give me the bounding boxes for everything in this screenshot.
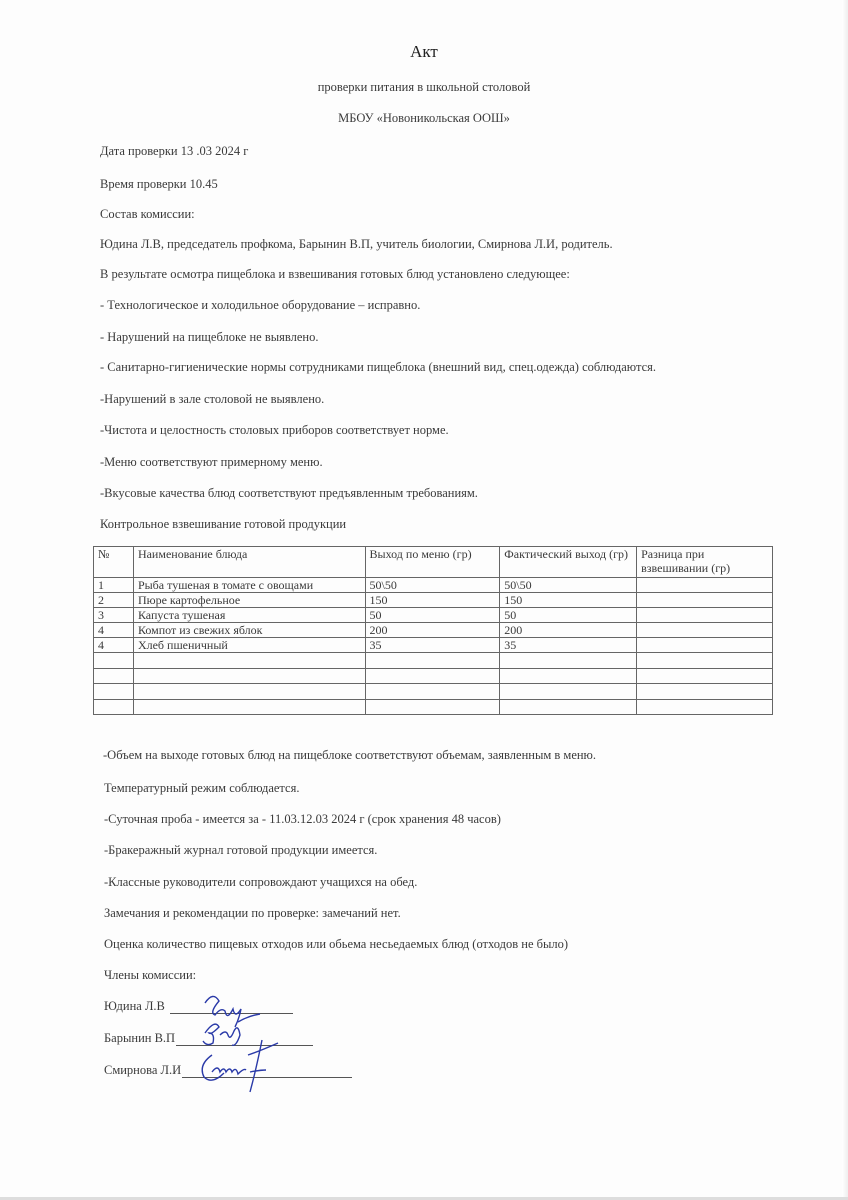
weighing-table xyxy=(93,546,773,715)
text-line: Оценка количество пищевых отходов или обьема несьедаемых блюд (отходов не было) xyxy=(104,937,569,951)
table-row xyxy=(94,699,773,715)
text-line: -Бракеражный журнал готовой продукции имеется. xyxy=(104,843,378,857)
table-cell: Хлеб пшеничный xyxy=(133,638,365,653)
text-line: Дата проверки 13 .03 2024 г xyxy=(100,144,249,158)
text-line: - Санитарно-гигиенические нормы сотрудниками пищеблока (внешний вид, спец.одежда) соблюдаются. xyxy=(100,360,656,374)
text-line: Члены комиссии: xyxy=(104,968,197,982)
text-line: -Вкусовые качества блюд соответствуют предъявленным требованиям. xyxy=(100,486,478,500)
signature-line xyxy=(176,1045,313,1046)
signature-mark xyxy=(205,996,241,1027)
table-cell xyxy=(637,653,773,669)
text-line: Контрольное взвешивание готовой продукции xyxy=(100,517,347,531)
table-cell xyxy=(637,593,773,608)
signature-row xyxy=(104,1063,181,1078)
text-line: Время проверки 10.45 xyxy=(100,177,218,191)
table-cell: Компот из свежих яблок xyxy=(133,623,365,638)
table-cell xyxy=(365,653,500,669)
table-cell: 1 xyxy=(94,578,134,593)
table-cell: 4 xyxy=(94,638,134,653)
document-title: Акт xyxy=(410,42,438,61)
table-cell xyxy=(94,653,134,669)
table-cell xyxy=(637,668,773,684)
table-cell xyxy=(637,684,773,700)
table-cell xyxy=(637,608,773,623)
table-cell xyxy=(500,653,637,669)
table-cell: 4 xyxy=(94,623,134,638)
table-cell xyxy=(500,699,637,715)
table-header-row xyxy=(94,547,773,578)
text-line: Состав комиссии: xyxy=(100,207,195,221)
table-cell xyxy=(133,668,365,684)
table-cell xyxy=(94,699,134,715)
table-row xyxy=(94,668,773,684)
table-row xyxy=(94,608,773,623)
table-cell: 150 xyxy=(365,593,500,608)
table-cell xyxy=(133,699,365,715)
table-row xyxy=(94,578,773,593)
table-row xyxy=(94,653,773,669)
header-cell: Разница при взвешивании (гр) xyxy=(637,547,773,578)
table-cell xyxy=(365,699,500,715)
scan-edge xyxy=(842,0,848,1200)
table-row xyxy=(94,684,773,700)
table-cell: 200 xyxy=(500,623,637,638)
header-cell: Выход по меню (гр) xyxy=(365,547,500,578)
text-line: - Технологическое и холодильное оборудование – исправно. xyxy=(100,298,421,312)
text-line: -Чистота и целостность столовых приборов соответствует норме. xyxy=(100,423,449,437)
table-cell xyxy=(365,668,500,684)
text-line: -Суточная проба - имеется за - 11.03.12.03 2024 г (срок хранения 48 часов) xyxy=(104,812,501,826)
school-name: МБОУ «Новоникольская ООШ» xyxy=(338,111,510,125)
signature-row xyxy=(104,999,165,1014)
table-cell: 35 xyxy=(500,638,637,653)
table-cell: 3 xyxy=(94,608,134,623)
table-cell xyxy=(637,699,773,715)
text-line: В результате осмотра пищеблока и взвешивания готовых блюд установлено следующее: xyxy=(100,267,570,281)
table-cell: 150 xyxy=(500,593,637,608)
table-cell: 50 xyxy=(500,608,637,623)
table-row xyxy=(94,638,773,653)
table-cell xyxy=(133,653,365,669)
header-cell: № xyxy=(94,547,134,578)
text-line: -Нарушений в зале столовой не выявлено. xyxy=(100,392,325,406)
text-line: - Нарушений на пищеблоке не выявлено. xyxy=(100,330,319,344)
table-cell: 35 xyxy=(365,638,500,653)
table-cell xyxy=(500,684,637,700)
table-cell xyxy=(637,623,773,638)
table-cell xyxy=(133,684,365,700)
signature-line xyxy=(182,1077,352,1078)
table-row xyxy=(94,623,773,638)
table-cell: Пюре картофельное xyxy=(133,593,365,608)
table-cell xyxy=(637,578,773,593)
signatory-name: Смирнова Л.И xyxy=(104,1063,182,1077)
signature-line xyxy=(170,1013,293,1014)
table-cell: 2 xyxy=(94,593,134,608)
text-line: Замечания и рекомендации по проверке: замечаний нет. xyxy=(104,906,401,920)
signature-mark xyxy=(202,1040,278,1092)
table-cell xyxy=(365,684,500,700)
signatory-name: Юдина Л.В xyxy=(104,999,165,1013)
signatory-name: Барынин В.П xyxy=(104,1031,176,1045)
table-cell xyxy=(500,668,637,684)
table-cell: 50\50 xyxy=(500,578,637,593)
signature-mark xyxy=(203,1014,260,1045)
table-cell xyxy=(94,684,134,700)
table-cell: Рыба тушеная в томате с овощами xyxy=(133,578,365,593)
text-line: -Меню соответствуют примерному меню. xyxy=(100,455,323,469)
header-cell: Наименование блюда xyxy=(133,547,365,578)
header-cell: Фактический выход (гр) xyxy=(500,547,637,578)
table-cell: 50\50 xyxy=(365,578,500,593)
table-cell: 200 xyxy=(365,623,500,638)
signature-row xyxy=(104,1031,175,1046)
text-line: Юдина Л.В, председатель профкома, Барынин В.П, учитель биологии, Смирнова Л.И, родитель. xyxy=(100,237,613,251)
table-row xyxy=(94,593,773,608)
table-cell: Капуста тушеная xyxy=(133,608,365,623)
text-line: Температурный режим соблюдается. xyxy=(104,781,300,795)
document-subtitle: проверки питания в школьной столовой xyxy=(317,80,531,94)
table-cell xyxy=(94,668,134,684)
table-cell xyxy=(637,638,773,653)
table-cell: 50 xyxy=(365,608,500,623)
text-line: -Классные руководители сопровождают учащихся на обед. xyxy=(104,875,418,889)
text-line: -Объем на выходе готовых блюд на пищеблоке соответствуют объемам, заявленным в меню. xyxy=(103,748,597,762)
